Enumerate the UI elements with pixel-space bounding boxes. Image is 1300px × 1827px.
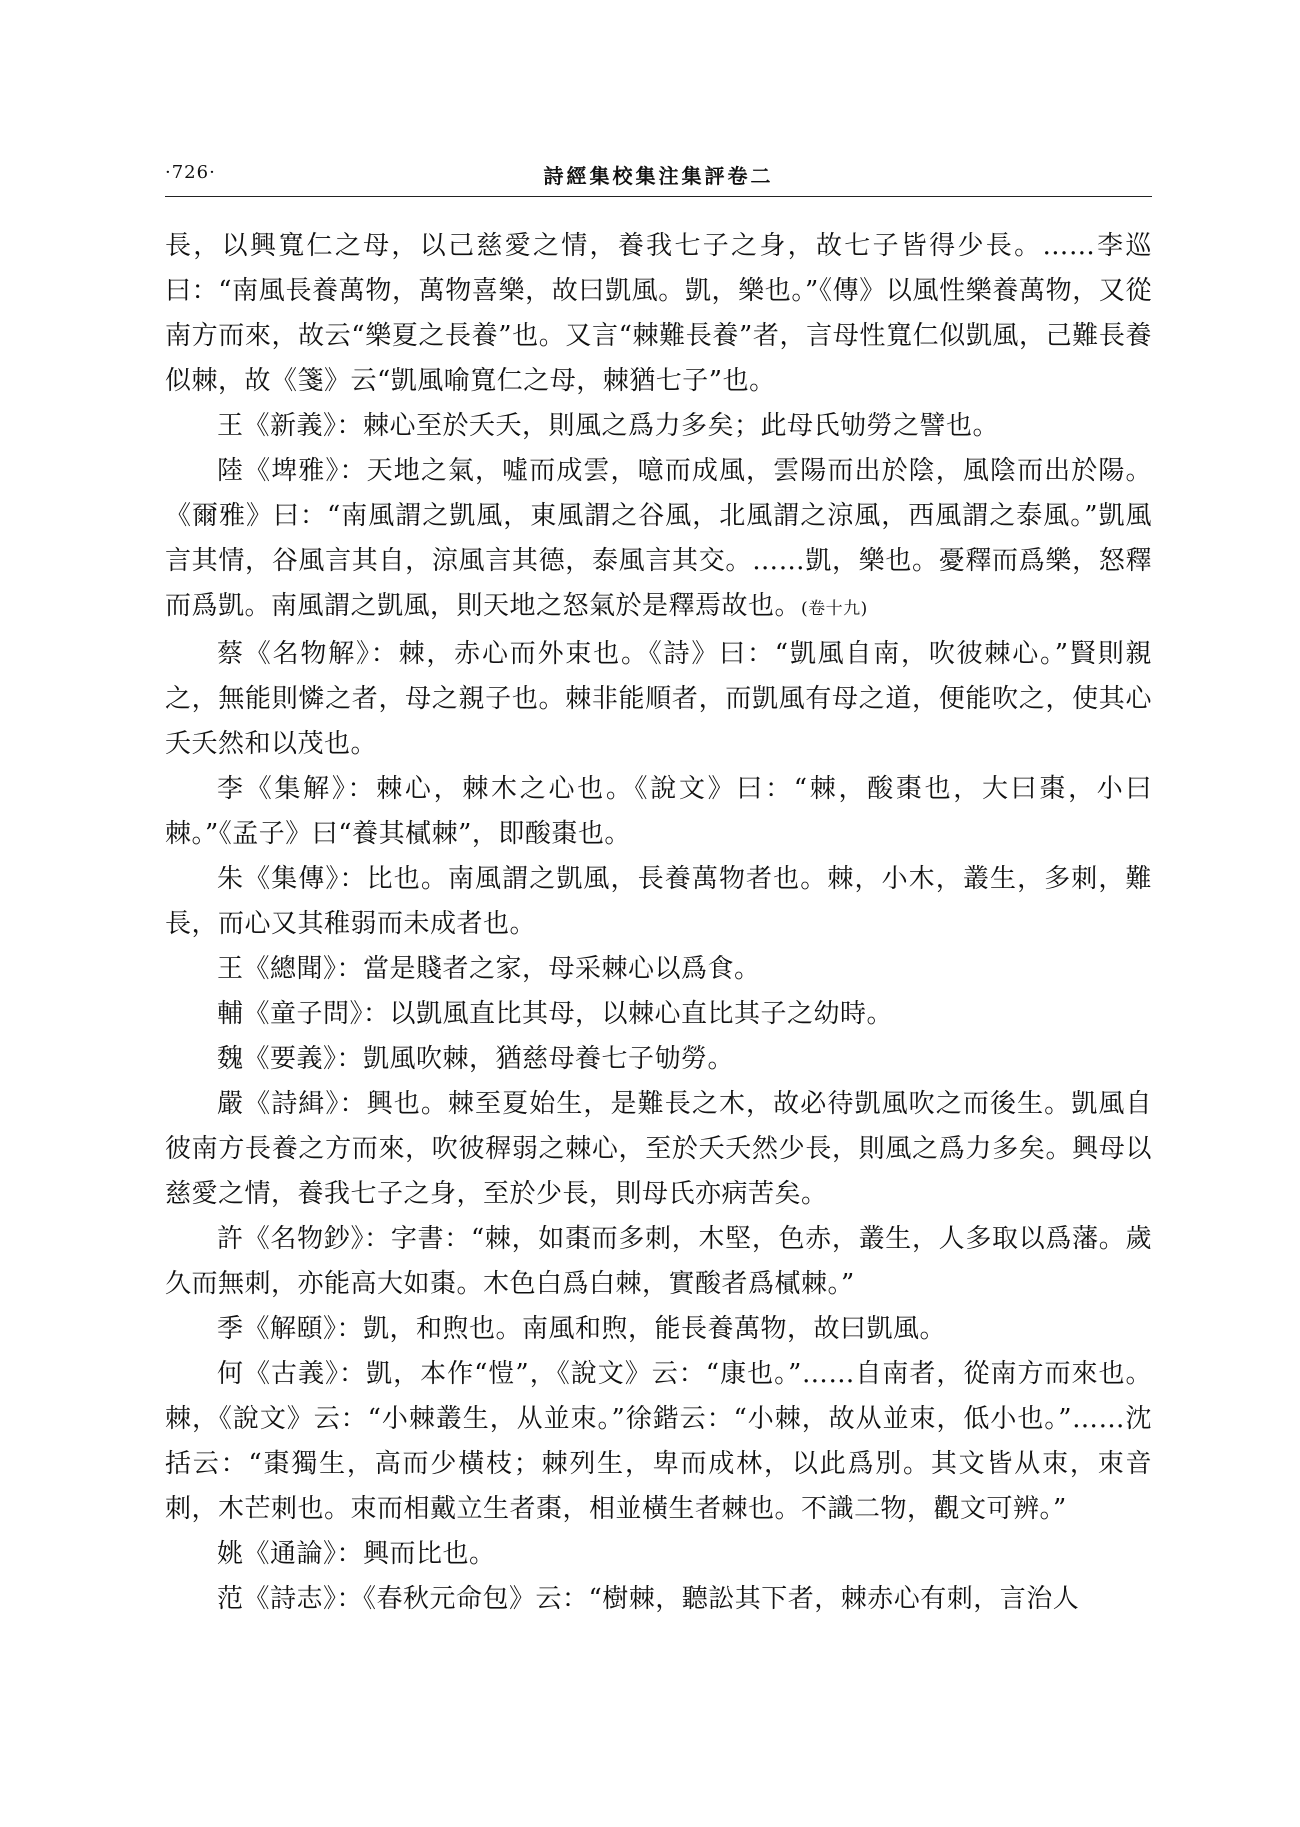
paragraph bbox=[165, 1307, 1152, 1352]
paragraph bbox=[165, 449, 1152, 632]
paragraph-text: 何《古義》：凱，本作“愷”，《說文》云：“康也。”……自南者，從南方而來也。棘，《說文》云：“小棘叢生，从並朿。”徐鍇云：“小棘，故从並朿，低小也。”……沈括云：“棗獨生，高而少橫枝；棘列生，卑而成林，以此爲別。其文皆从朿，朿音刺，木芒刺也。朿而相戴立生者棗，相並橫生者棘也。不識二物，觀文可辨。” bbox=[165, 1359, 1152, 1524]
paragraph bbox=[165, 767, 1152, 857]
paragraph bbox=[165, 1532, 1152, 1577]
paragraph-text: 季《解頤》：凱，和煦也。南風和煦，能長養萬物，故曰凱風。 bbox=[217, 1314, 947, 1344]
paragraph bbox=[165, 947, 1152, 992]
paragraph-text: 長，以興寬仁之母，以己慈愛之情，養我七子之身，故七子皆得少長。……李巡曰：“南風長養萬物，萬物喜樂，故曰凱風。凱，樂也。”《傳》以風性樂養萬物，又從南方而來，故云“樂夏之長養”也。又言“棘難長養”者，言母性寬仁似凱風，己難長養似棘，故《箋》云“凱風喻寬仁之母，棘猶七子”也。 bbox=[165, 231, 1152, 396]
paragraph-text: 李《集解》：棘心，棘木之心也。《說文》曰：“棘，酸棗也，大曰棗，小曰棘。”《孟子》曰“養其樲棘”，即酸棗也。 bbox=[165, 774, 1152, 849]
page-number: ·726· bbox=[165, 162, 216, 183]
paragraph bbox=[165, 1217, 1152, 1307]
paragraph bbox=[165, 1037, 1152, 1082]
paragraph-text: 輔《童子問》：以凱風直比其母，以棘心直比其子之幼時。 bbox=[217, 999, 894, 1029]
paragraph bbox=[165, 1577, 1152, 1622]
paragraph bbox=[165, 404, 1152, 449]
paragraph bbox=[165, 992, 1152, 1037]
paragraph bbox=[165, 1082, 1152, 1217]
paragraph bbox=[165, 632, 1152, 767]
running-title: 詩經集校集注集評卷二 bbox=[543, 164, 774, 188]
paragraph-text: 許《名物鈔》：字書：“棘，如棗而多刺，木堅，色赤，叢生，人多取以爲藩。歲久而無刺，亦能高大如棗。木色白爲白棘，實酸者爲樲棘。” bbox=[165, 1224, 1152, 1299]
header-rule bbox=[165, 196, 1152, 197]
page-header bbox=[165, 158, 1152, 198]
paragraph bbox=[165, 857, 1152, 947]
paragraph-text: 范《詩志》：《春秋元命包》云：“樹棘，聽訟其下者，棘赤心有刺，言治人 bbox=[217, 1584, 1080, 1614]
paragraph-text: 朱《集傳》：比也。南風謂之凱風，長養萬物者也。棘，小木，叢生，多刺，難長，而心又其稚弱而未成者也。 bbox=[165, 864, 1152, 939]
paragraph-text: 嚴《詩緝》：興也。棘至夏始生，是難長之木，故必待凱風吹之而後生。凱風自彼南方長養之方而來，吹彼稺弱之棘心，至於夭夭然少長，則風之爲力多矣。興母以慈愛之情，養我七子之身，至於少長，則母氏亦病苦矣。 bbox=[165, 1089, 1152, 1209]
paragraph-text: 蔡《名物解》：棘，赤心而外束也。《詩》曰：“凱風自南，吹彼棘心。”賢則親之，無能則憐之者，母之親子也。棘非能順者，而凱風有母之道，便能吹之，使其心夭夭然和以茂也。 bbox=[165, 639, 1152, 759]
paragraph-text: 王《總聞》：當是賤者之家，母采棘心以爲食。 bbox=[217, 954, 761, 984]
paragraph bbox=[165, 1352, 1152, 1532]
body-text bbox=[165, 224, 1152, 1622]
paragraph-text: 王《新義》：棘心至於夭夭，則風之爲力多矣；此母氏劬勞之譬也。 bbox=[217, 411, 1000, 441]
paragraph bbox=[165, 224, 1152, 404]
volume-note: (卷十九) bbox=[801, 599, 868, 619]
paragraph-text: 魏《要義》：凱風吹棘，猶慈母養七子劬勞。 bbox=[217, 1044, 735, 1074]
paragraph-text: 陸《埤雅》：天地之氣，噓而成雲，噫而成風，雲陽而出於陰，風陰而出於陽。《爾雅》曰：“南風謂之凱風，東風謂之谷風，北風謂之涼風，西風謂之泰風。”凱風言其情，谷風言其自，涼風言其德，泰風言其交。……凱，樂也。憂釋而爲樂，怒釋而爲凱。南風謂之凱風，則天地之怒氣於是釋焉故也。 bbox=[165, 456, 1152, 621]
paragraph-text: 姚《通論》：興而比也。 bbox=[217, 1539, 496, 1569]
